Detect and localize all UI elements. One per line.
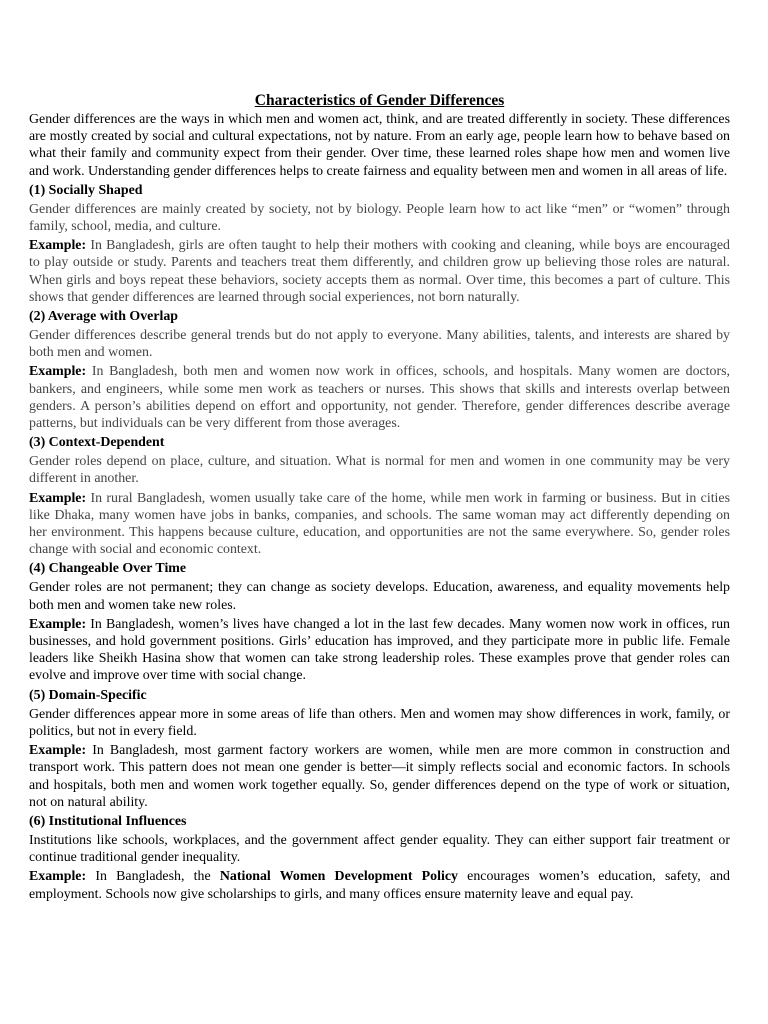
section-institutional-influences — [29, 813, 730, 903]
section-description: Gender differences appear more in some areas of life than others. Men and women may show differences in work, family, or politics, but not in every field. — [29, 706, 730, 739]
section-description: Institutions like schools, workplaces, and the government affect gender equality. They can either support fair treatment or continue traditional gender inequality. — [29, 832, 730, 866]
document-title: Characteristics of Gender Differences — [254, 92, 505, 109]
intro-paragraph: Gender differences are the ways in which men and women act, think, and are treated differently in society. These differences are mostly created by social and cultural expectations, not by nature. From an early age, people learn how to behave based on what their family and community expect from their gender. Over time, these learned roles shape how men and women live and work. Understanding gender differences helps to create fairness and equality between men and women in all areas of life. — [29, 112, 730, 179]
section-example — [29, 237, 730, 306]
section-socially-shaped — [29, 182, 730, 306]
example-label: Example: — [29, 869, 87, 885]
section-example — [29, 742, 730, 811]
section-example — [29, 363, 730, 432]
section-heading: (1) Socially Shaped — [29, 182, 143, 198]
section-heading: (5) Domain-Specific — [29, 687, 147, 703]
section-context-dependent — [29, 434, 730, 558]
section-example — [29, 490, 730, 559]
section-average-with-overlap — [29, 308, 730, 432]
section-heading: (3) Context-Dependent — [29, 435, 165, 451]
section-description: Gender differences are mainly created by society, not by biology. People learn how to act like “men” or “women” through family, school, media, and culture. — [29, 201, 730, 235]
example-text-end: encourages women’s education, safety, and employment. Schools now give scholarships to girls, and many offices ensure maternity leave and equal pay. — [29, 869, 730, 902]
example-text-start: In Bangladesh, the — [95, 869, 220, 885]
section-heading: (4) Changeable Over Time — [29, 561, 187, 577]
section-description: Gender roles are not permanent; they can change as society develops. Education, awareness, and equality movements help both men and women take new roles. — [29, 580, 730, 613]
example-text: In Bangladesh, women’s lives have changed a lot in the last few decades. Many women now work in offices, run businesses, and hold government positions. Girls’ education has improved, and they participate more in public life. Female leaders like Sheikh Hasina show that women can take strong leadership roles. These examples prove that gender roles can evolve and improve over time with social change. — [29, 616, 730, 684]
section-example — [29, 616, 730, 685]
section-description: Gender roles depend on place, culture, and situation. What is normal for men and women in one community may be very different in another. — [29, 454, 730, 487]
example-text: In rural Bangladesh, women usually take care of the home, while men work in farming or business. But in cities like Dhaka, many women have jobs in banks, companies, and schools. The same woman may act differently depending on her environment. This happens because culture, education, and opportunities are not the same everywhere. So, gender roles change with social and economic context. — [29, 490, 730, 558]
section-changeable-over-time — [29, 560, 730, 684]
section-description: Gender differences describe general trends but do not apply to everyone. Many abilities, talents, and interests are shared by both men and women. — [29, 328, 730, 361]
section-heading: (2) Average with Overlap — [29, 309, 179, 325]
example-label: Example: — [29, 364, 87, 380]
section-domain-specific — [29, 687, 730, 811]
section-example — [29, 868, 730, 902]
example-text: In Bangladesh, both men and women now work in offices, schools, and hospitals. Many women are doctors, bankers, and engineers, while some men work as teachers or nurses. This shows that skills and interests overlap between genders. A person’s abilities depend on effort and opportunity, not gender. Therefore, gender differences describe average patterns, but individuals can be very different from those averages. — [29, 364, 730, 432]
example-text: In Bangladesh, most garment factory workers are women, while men are more common in construction and transport work. This pattern does not mean one gender is better—it simply reflects social and economic factors. In schools and hospitals, both men and women work together equally. So, gender differences depend on the type of work or situation, not on natural ability. — [29, 743, 730, 810]
example-label: Example: — [29, 238, 87, 254]
section-heading: (6) Institutional Influences — [29, 813, 187, 829]
example-label: Example: — [29, 616, 87, 632]
example-label: Example: — [29, 743, 87, 759]
example-text: In Bangladesh, girls are often taught to help their mothers with cooking and cleaning, while boys are encouraged to play outside or study. Parents and teachers treat them differently, and children grow up believing those roles are natural. When girls and boys repeat these behaviors, society accepts them as normal. Over time, this becomes a part of culture. This shows that gender differences are learned through social experiences, not born naturally. — [29, 238, 730, 305]
document-page — [29, 91, 730, 905]
example-label: Example: — [29, 490, 87, 506]
policy-name: National Women Development Policy — [219, 869, 458, 885]
